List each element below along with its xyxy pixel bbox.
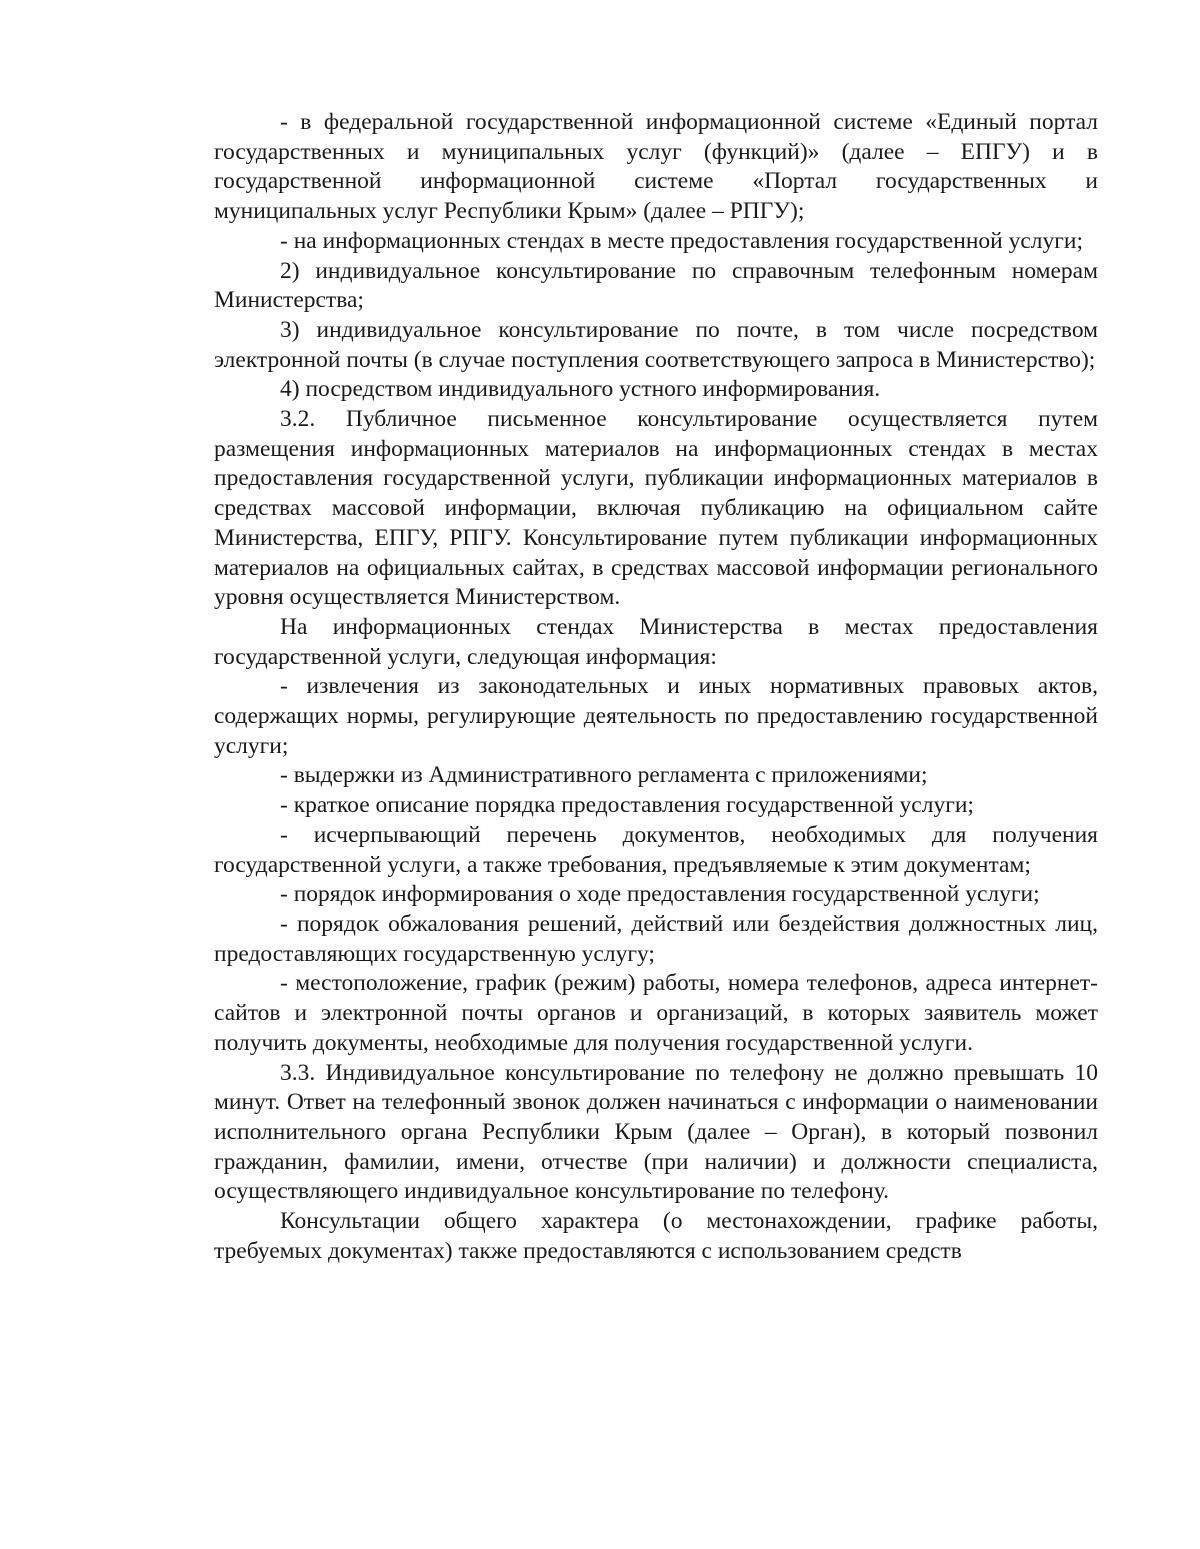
paragraph-info-stands: - на информационных стендах в месте предоставления государственной услуги; [280, 227, 1083, 254]
paragraph-stands-info: На информационных стендах Министерства в местах предоставления государственной услуги, следующая информация: [214, 613, 1098, 670]
paragraph-procedure-description: - краткое описание порядка предоставления государственной услуги; [280, 792, 974, 819]
paragraph-oral-informing: 4) посредством индивидуального устного информирования. [280, 376, 881, 403]
paragraph-regulation-excerpts: - выдержки из Административного регламента с приложениями; [280, 762, 928, 789]
paragraph-progress-informing: - порядок информирования о ходе предоставления государственной услуги; [280, 881, 1040, 908]
paragraph-appeal-procedure: - порядок обжалования решений, действий или бездействия должностных лиц, предоставляющих государственную услугу; [214, 910, 1098, 967]
paragraph-epgu-rpgu: - в федеральной государственной информационной системе «Единый портал государственных и муниципальных услуг (функций)» (далее – ЕПГУ) и в государственной информационной системе «Портал государственных и муниципальных услуг Республики Крым» (далее – РПГУ); [214, 109, 1098, 225]
paragraph-legal-extracts: - извлечения из законодательных и иных нормативных правовых актов, содержащих нормы, регулирующие деятельность по предоставлению государственной услуги; [214, 673, 1098, 759]
paragraph-general-consultations: Консультации общего характера (о местонахождении, графике работы, требуемых документах) также предоставляются с использованием средств [214, 1208, 1098, 1264]
paragraph-phone-consulting: 2) индивидуальное консультирование по справочным телефонным номерам Министерства; [214, 257, 1098, 314]
paragraph-documents-list: - исчерпывающий перечень документов, необходимых для получения государственной услуги, а также требования, предъявляемые к этим документам; [214, 821, 1098, 878]
paragraph-contacts: - местоположение, график (режим) работы, номера телефонов, адреса интернет-сайтов и электронной почты органов и организаций, в которых заявитель может получить документы, необходимые для получения государственной услуги. [214, 970, 1098, 1056]
document-page [214, 108, 1098, 1266]
paragraph-section-3-2: 3.2. Публичное письменное консультирование осуществляется путем размещения информационных материалов на информационных стендах в местах предоставления государственной услуги, публикации информационных материалов в средствах массовой информации, включая публикацию на официальном сайте Министерства, ЕПГУ, РПГУ. Консультирование путем публикации информационных материалов на официальных сайтах, в средствах массовой информации регионального уровня осуществляется Министерством. [214, 406, 1098, 611]
paragraph-mail-consulting: 3) индивидуальное консультирование по почте, в том числе посредством электронной почты (в случае поступления соответствующего запроса в Министерство); [214, 316, 1098, 373]
paragraph-section-3-3: 3.3. Индивидуальное консультирование по телефону не должно превышать 10 минут. Ответ на телефонный звонок должен начинаться с информации о наименовании исполнительного органа Республики Крым (далее – Орган), в который позвонил гражданин, фамилии, имени, отчестве (при наличии) и должности специалиста, осуществляющего индивидуальное консультирование по телефону. [214, 1059, 1098, 1205]
